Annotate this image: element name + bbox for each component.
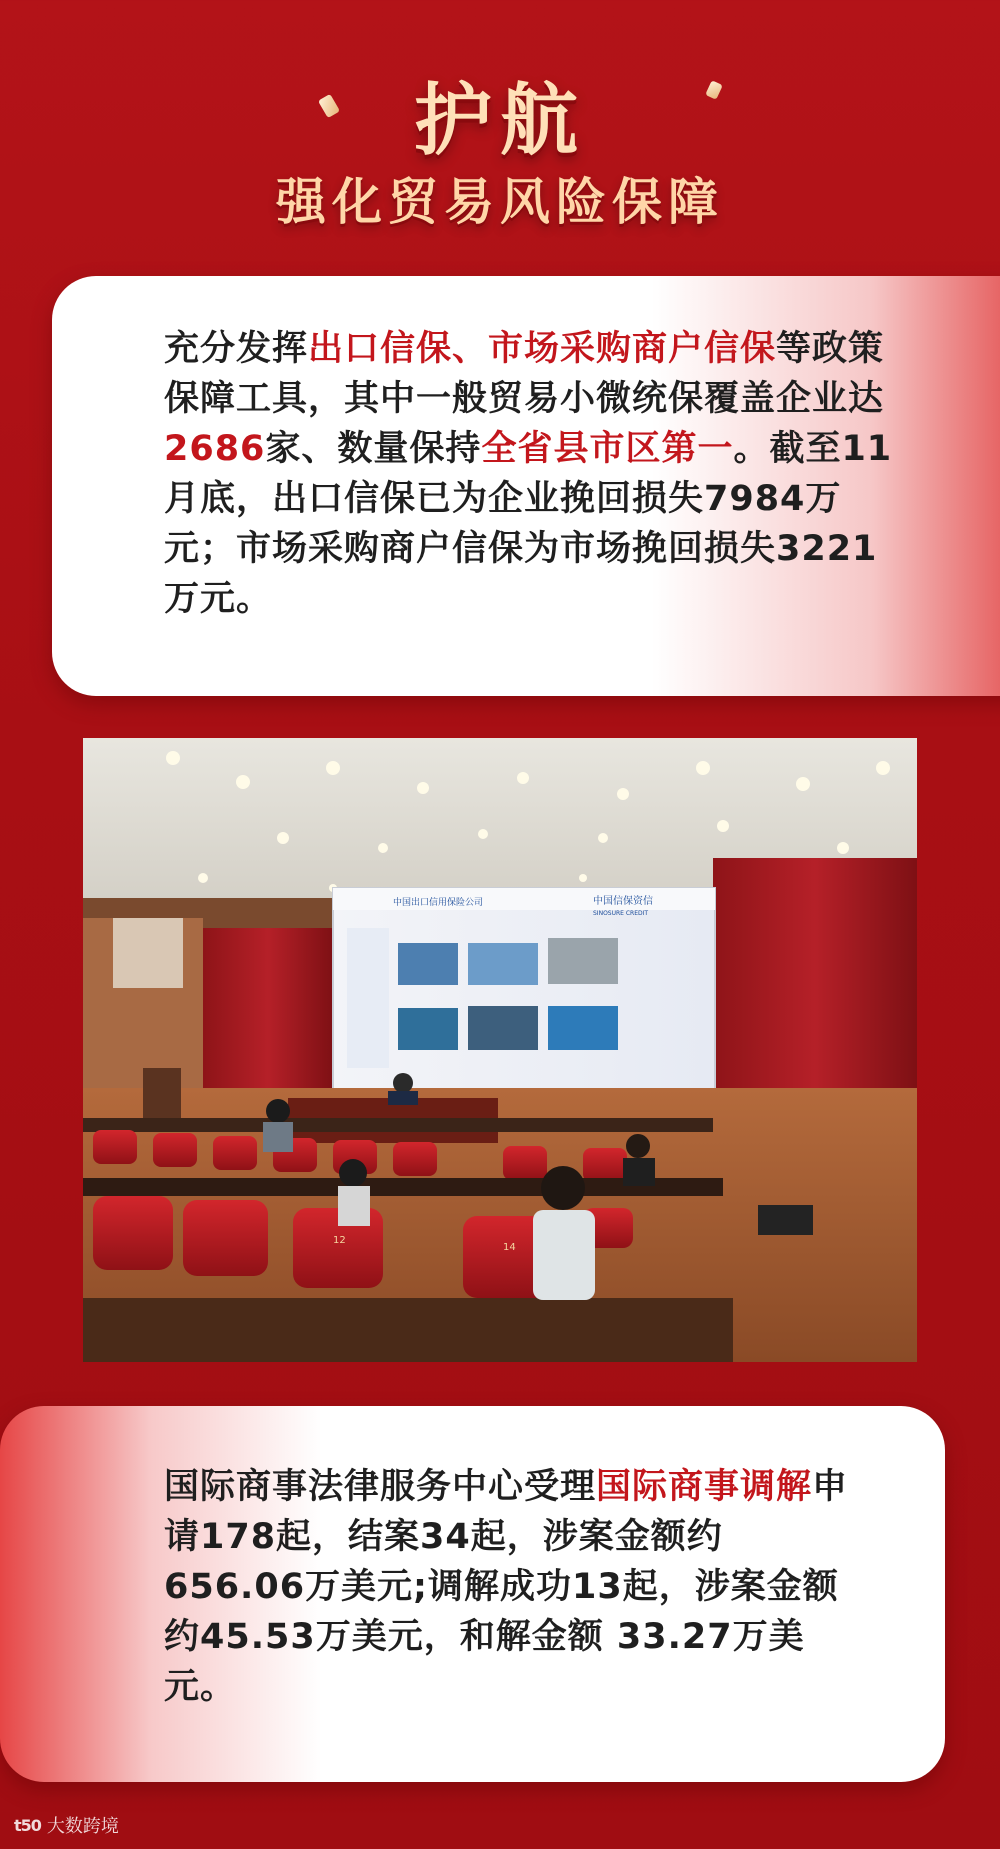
screen-company-label: 中国出口信用保险公司 <box>393 898 484 908</box>
info-card-trade-insurance <box>52 276 1000 696</box>
text-segment: 充分发挥 <box>164 329 309 369</box>
highlight-text: 出口信保、市场采购商户信保 <box>308 329 777 369</box>
text-segment: 。截至11月底，出口信保已为企业挽回损失7984万元；市场采购商户信保为市场挽回损失3221万元。 <box>164 429 893 619</box>
text-segment: 申请178起，结案34起，涉案金额约656.06万美元;调解成功13起，涉案金额约45.53万美元，和解金额 33.27万美元。 <box>164 1467 849 1707</box>
seat-number: 14 <box>503 1242 516 1253</box>
page-title: 护航 <box>413 76 586 166</box>
conference-photo <box>83 738 917 1362</box>
card-paragraph <box>164 324 894 624</box>
brand-logo-icon: t50 <box>14 1815 41 1835</box>
screen-brand-en-label: SINOSURE CREDIT <box>593 910 649 917</box>
text-segment: 家、数量保持 <box>265 429 482 469</box>
brand-name: 大数跨境 <box>46 1816 119 1837</box>
highlight-text: 国际商事调解 <box>596 1467 813 1507</box>
card-paragraph <box>164 1462 854 1712</box>
text-segment: 等政策保障工具，其中一般贸易小微统保覆盖企业达 <box>164 329 885 419</box>
info-card-commercial-mediation <box>0 1406 945 1782</box>
highlight-number: 2686 <box>164 429 266 469</box>
screen-brand-label: 中国信保资信 <box>593 896 653 907</box>
seat-number: 12 <box>333 1235 346 1246</box>
conference-scene <box>83 738 917 1362</box>
text-segment: 国际商事法律服务中心受理 <box>164 1467 597 1507</box>
highlight-text: 全省县市区第一 <box>481 429 734 469</box>
footer-watermark <box>14 1812 119 1838</box>
page-subtitle: 强化贸易风险保障 <box>276 173 724 231</box>
